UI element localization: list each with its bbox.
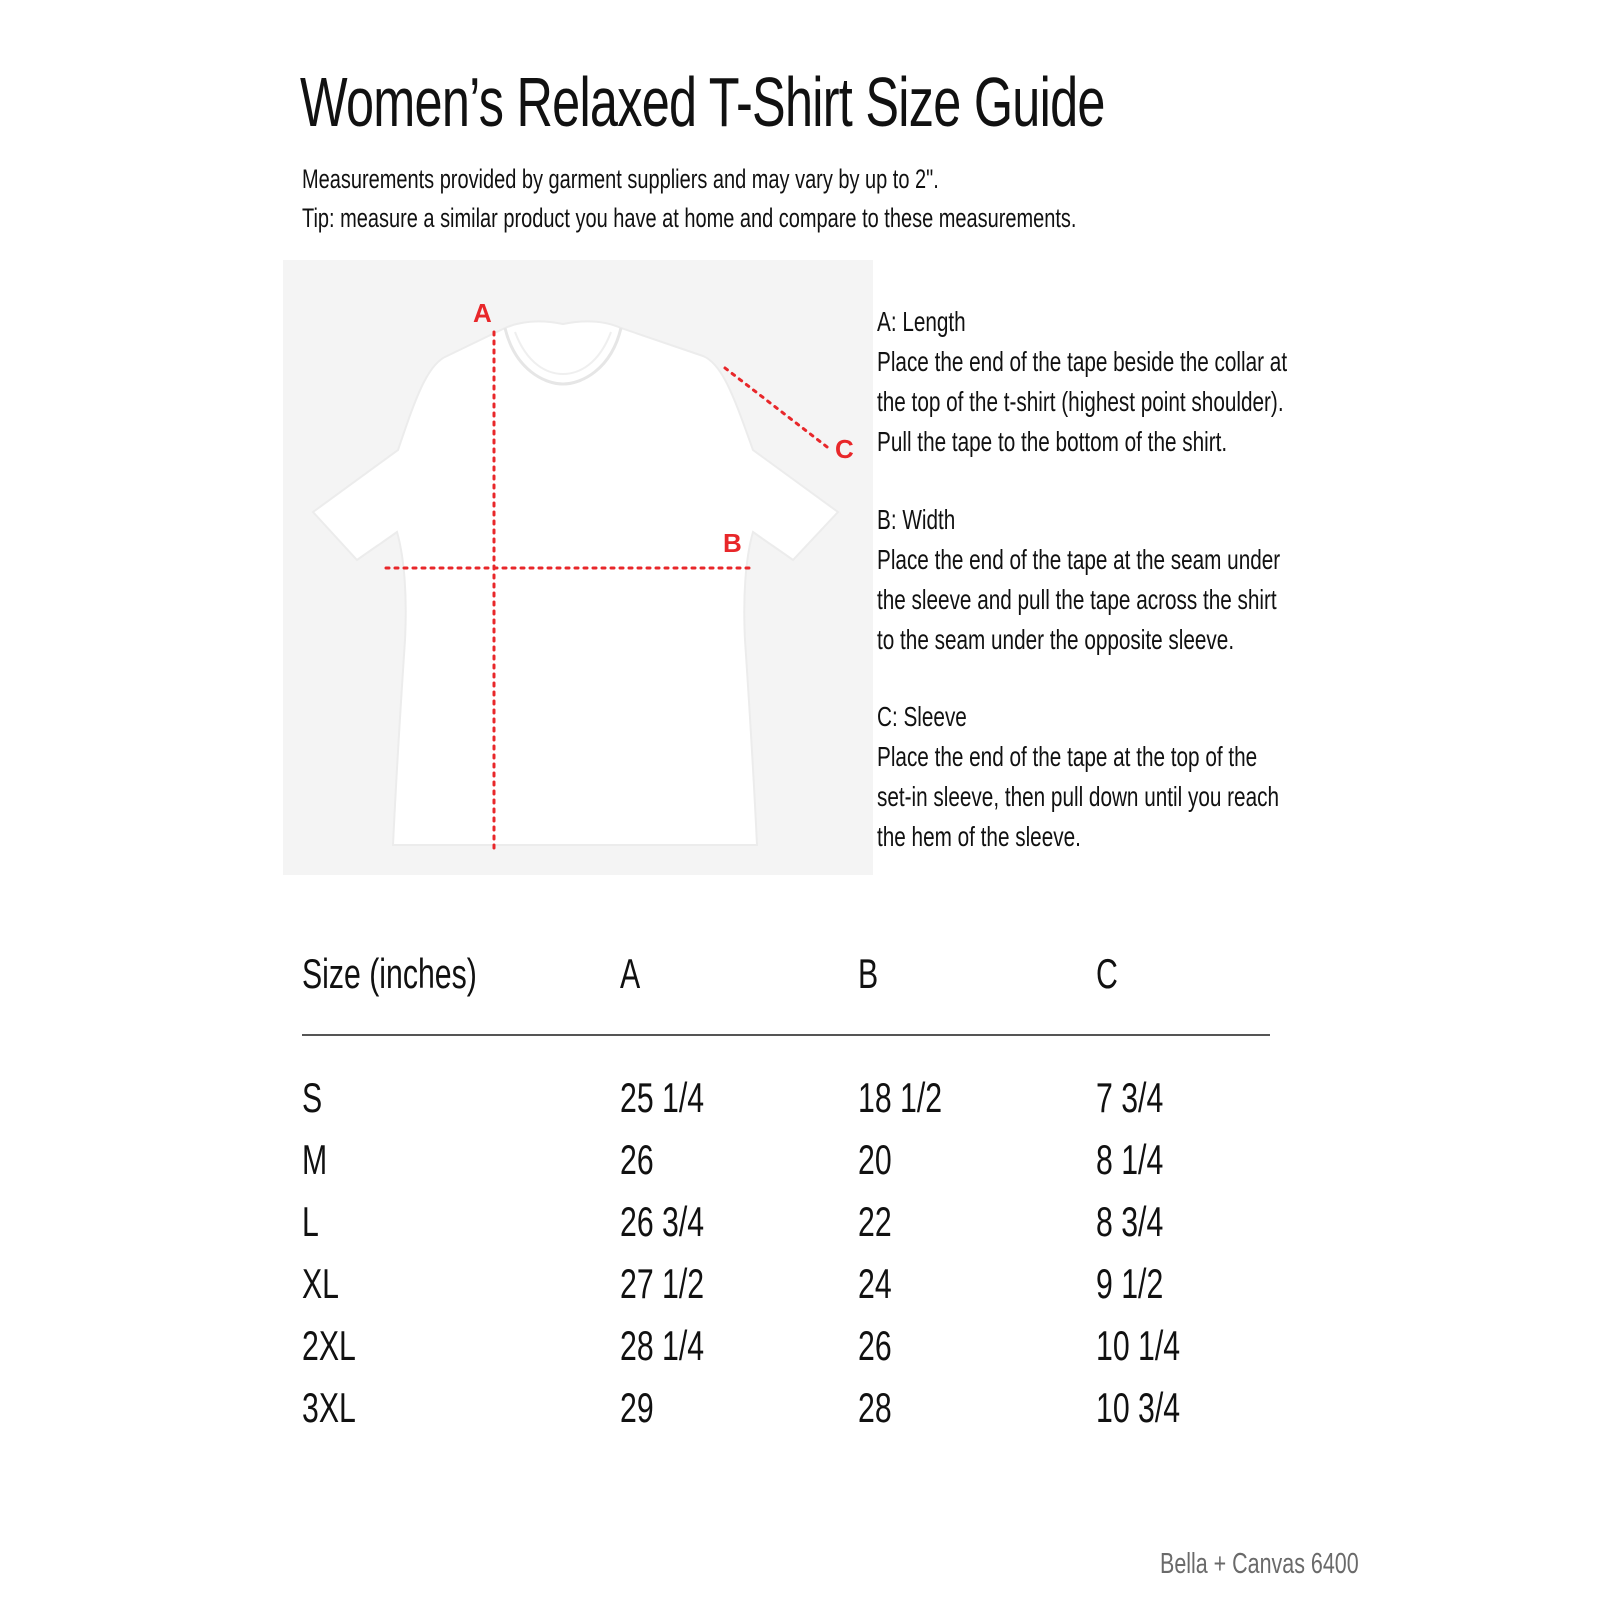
measurement-line: Place the end of the tape at the seam under <box>877 544 1281 575</box>
table-cell-b: 20 <box>858 1136 892 1183</box>
table-cell-b: 24 <box>858 1260 892 1307</box>
page-title: Women’s Relaxed T-Shirt Size Guide <box>300 63 1105 141</box>
table-cell-c: 9 1/2 <box>1096 1260 1164 1307</box>
measurement-line: Pull the tape to the bottom of the shirt. <box>877 426 1228 457</box>
table-divider <box>302 1034 1270 1036</box>
measurement-line: Place the end of the tape at the top of the <box>877 741 1258 772</box>
table-cell-size: XL <box>302 1260 339 1307</box>
measurement-width <box>877 500 1280 660</box>
measurement-heading: A: Length <box>877 306 966 337</box>
table-cell-size: S <box>302 1074 323 1121</box>
measurement-line: the sleeve and pull the tape across the shirt <box>877 584 1277 615</box>
measurement-line: set-in sleeve, then pull down until you reach <box>877 781 1279 812</box>
tshirt-diagram-svg <box>283 260 873 875</box>
table-cell-b: 26 <box>858 1322 892 1369</box>
table-cell-size: 2XL <box>302 1322 356 1369</box>
measurement-line: Place the end of the tape beside the collar at <box>877 346 1288 377</box>
table-cell-b: 22 <box>858 1198 892 1245</box>
table-header-b: B <box>858 950 879 997</box>
table-cell-size: 3XL <box>302 1384 356 1431</box>
table-cell-a: 28 1/4 <box>620 1322 705 1369</box>
table-cell-size: L <box>302 1198 319 1245</box>
measurement-heading: B: Width <box>877 504 956 535</box>
table-header-c: C <box>1096 950 1118 997</box>
label-b: B <box>723 528 742 558</box>
table-cell-b: 28 <box>858 1384 892 1431</box>
tshirt-outline <box>313 321 838 845</box>
label-c: C <box>835 434 854 464</box>
subtitle-tip: Tip: measure a similar product you have at home and compare to these measurements. <box>302 203 1077 233</box>
table-cell-a: 25 1/4 <box>620 1074 705 1121</box>
table-cell-c: 10 3/4 <box>1096 1384 1181 1431</box>
table-cell-c: 10 1/4 <box>1096 1322 1181 1369</box>
measurement-length <box>877 302 1287 462</box>
measurement-line: to the seam under the opposite sleeve. <box>877 624 1235 655</box>
subtitle-disclaimer: Measurements provided by garment suppliers and may vary by up to 2". <box>302 164 939 194</box>
table-cell-a: 26 3/4 <box>620 1198 705 1245</box>
measurement-line: the hem of the sleeve. <box>877 821 1081 852</box>
table-cell-c: 8 1/4 <box>1096 1136 1164 1183</box>
tshirt-measurement-diagram <box>283 260 873 875</box>
table-cell-a: 26 <box>620 1136 654 1183</box>
table-cell-a: 29 <box>620 1384 654 1431</box>
table-cell-size: M <box>302 1136 328 1183</box>
measurement-sleeve <box>877 697 1279 857</box>
measurement-heading: C: Sleeve <box>877 701 967 732</box>
product-footer: Bella + Canvas 6400 <box>1160 1548 1359 1580</box>
table-cell-c: 8 3/4 <box>1096 1198 1164 1245</box>
measurement-line: the top of the t-shirt (highest point shoulder). <box>877 386 1284 417</box>
table-cell-b: 18 1/2 <box>858 1074 943 1121</box>
table-cell-c: 7 3/4 <box>1096 1074 1164 1121</box>
table-cell-a: 27 1/2 <box>620 1260 705 1307</box>
table-header-size: Size (inches) <box>302 950 477 997</box>
table-header-a: A <box>620 950 641 997</box>
label-a: A <box>473 298 492 328</box>
